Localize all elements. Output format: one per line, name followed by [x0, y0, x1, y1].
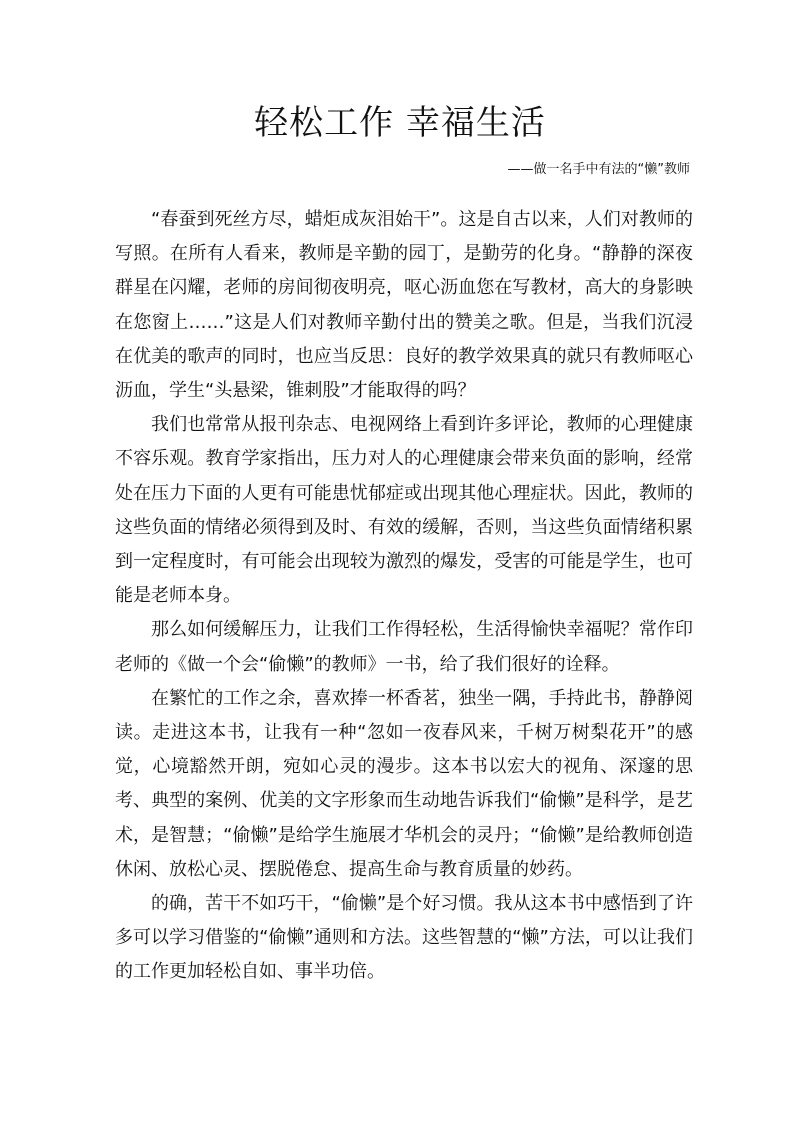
paragraph-1: “春蚕到死丝方尽，蜡炬成灰泪始干”。这是自古以来，人们对教师的写照。在所有人看来，教师是辛勤的园丁，是勤劳的化身。“静静的深夜群星在闪耀，老师的房间彻夜明亮，呕心沥血您在写教材，高大的身影映在您窗上……”这是人们对教师辛勤付出的赞美之歌。但是，当我们沉浸在优美的歌声的同时，也应当反思：良好的教学效果真的就只有教师呕心沥血，学生“头悬梁，锥刺股”才能取得的吗？	[115, 209, 693, 402]
paragraph-4: 在繁忙的工作之余，喜欢捧一杯香茗，独坐一隅，手持此书，静静阅读。走进这本书，让我有一种“忽如一夜春风来，千树万树梨花开”的感觉，心境豁然开朗，宛如心灵的漫步。这本书以宏大的视角、深邃的思考、典型的案例、优美的文字形象而生动地告诉我们“偷懒”是科学，是艺术，是智慧；“偷懒”是给学生施展才华机会的灵丹；“偷懒”是给教师创造休闲、放松心灵、摆脱倦怠、提高生命与教育质量的妙药。	[115, 687, 693, 880]
document-subtitle: ——做一名手中有法的“懒”教师	[507, 162, 690, 177]
paragraph-3: 那么如何缓解压力，让我们工作得轻松，生活得愉快幸福呢？常作印老师的《做一个会“偷懒”的教师》一书，给了我们很好的诠释。	[115, 619, 693, 675]
paragraph-2: 我们也常常从报刊杂志、电视网络上看到许多评论，教师的心理健康不容乐观。教育学家指出，压力对人的心理健康会带来负面的影响，经常处在压力下面的人更有可能患忧郁症或出现其他心理症状。因此，教师的这些负面的情绪必须得到及时、有效的缓解，否则，当这些负面情绪积累到一定程度时，有可能会出现较为激烈的爆发，受害的可能是学生，也可能是老师本身。	[115, 414, 693, 607]
paragraph-5: 的确，苦干不如巧干，“偷懒”是个好习惯。我从这本书中感悟到了许多可以学习借鉴的“偷懒”通则和方法。这些智慧的“懒”方法，可以让我们的工作更加轻松自如、事半功倍。	[115, 893, 693, 983]
document-title: 轻松工作 幸福生活	[254, 103, 546, 143]
document-body	[115, 203, 693, 990]
